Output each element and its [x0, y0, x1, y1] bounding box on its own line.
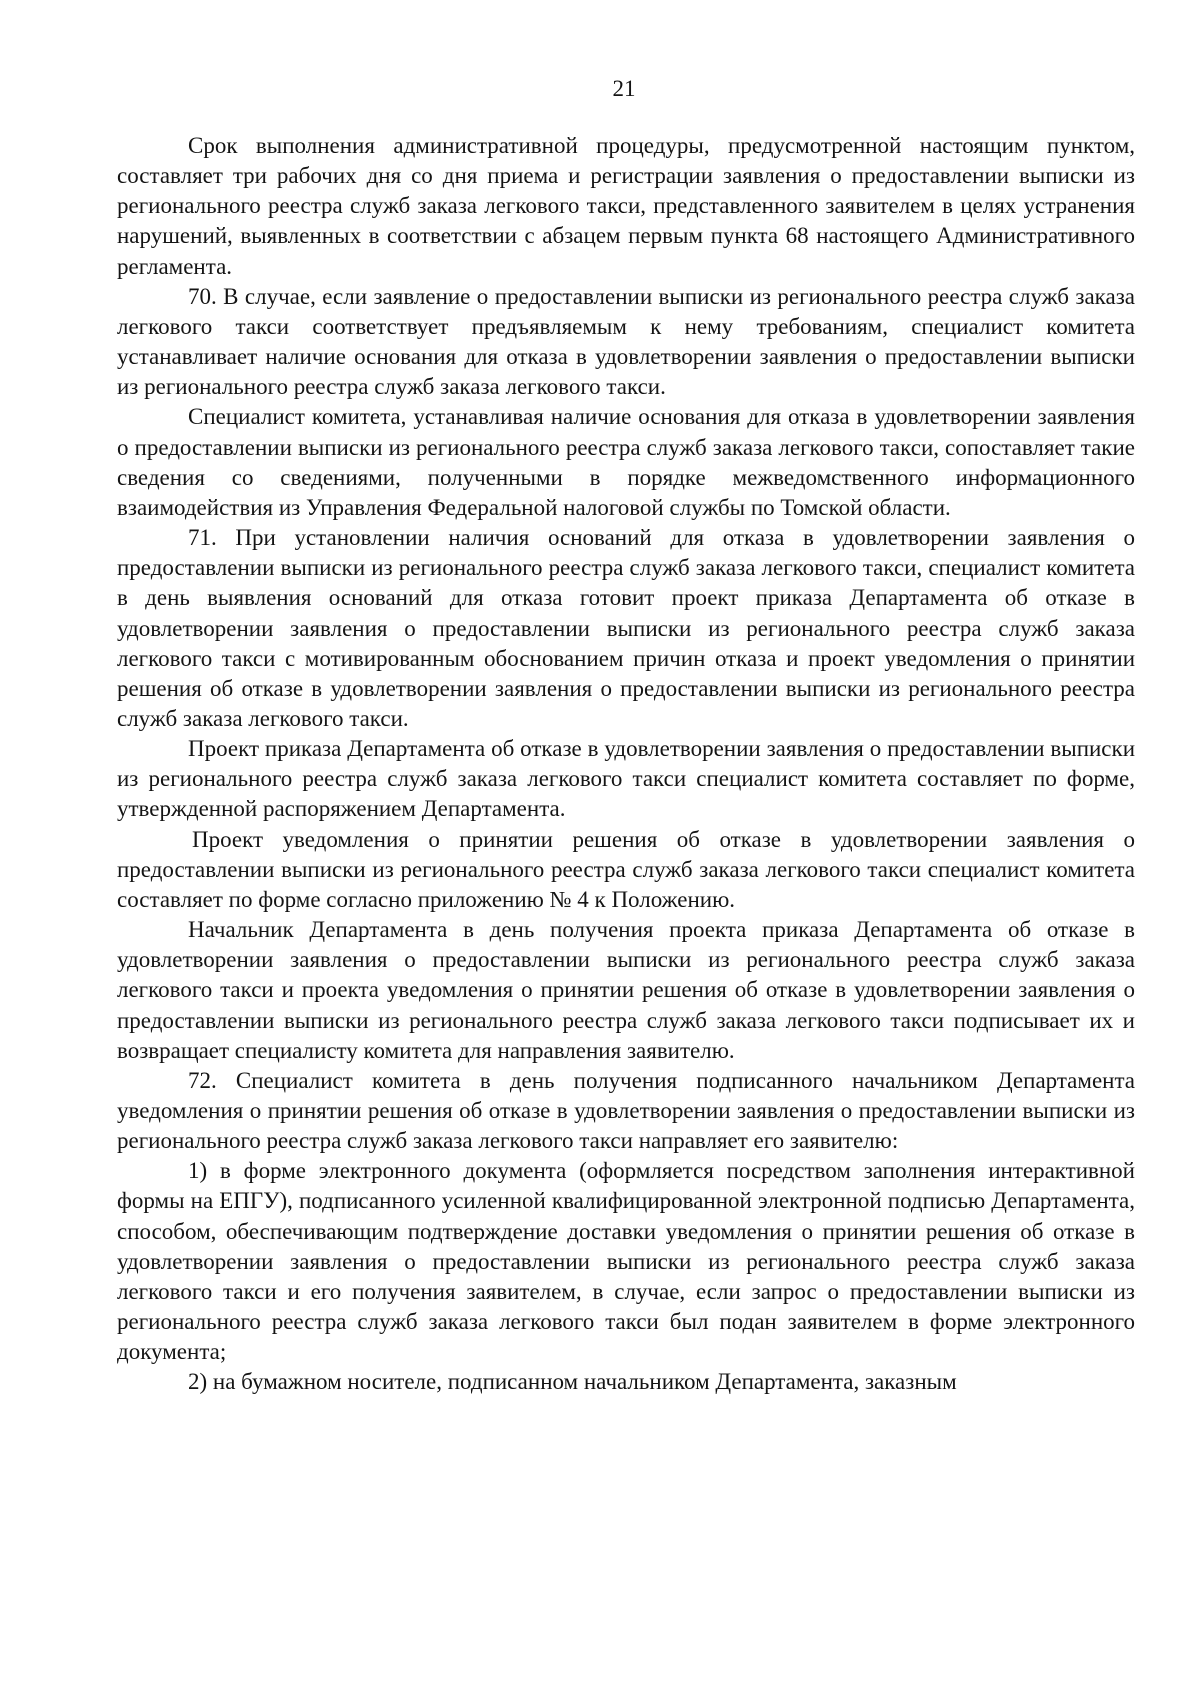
document-body	[117, 131, 1135, 1398]
list-item-1: 1) в форме электронного документа (оформляется посредством заполнения интерактивной формы на ЕПГУ), подписанного усиленной квалифицированной электронной подписью Департамента, способом, обеспечивающим подтверждение доставки уведомления о принятии решения об отказе в удовлетворении заявления о предоставлении выписки из регионального реестра служб заказа легкового такси и его получения заявителем, в случае, если запрос о предоставлении выписки из регионального реестра служб заказа легкового такси был подан заявителем в форме электронного документа;	[117, 1158, 1135, 1365]
paragraph-notice-draft: Проект уведомления о принятии решения об отказе в удовлетворении заявления о предоставлении выписки из регионального реестра служб заказа легкового такси специалист комитета составляет по форме согласно приложению № 4 к Положению.	[117, 826, 1135, 912]
paragraph-deadline: Срок выполнения административной процедуры, предусмотренной настоящим пунктом, составляет три рабочих дня со дня приема и регистрации заявления о предоставлении выписки из регионального реестра служб заказа легкового такси, представленного заявителем в целях устранения нарушений, выявленных в соответствии с абзацем первым пункта 68 настоящего Административного регламента.	[117, 133, 1135, 279]
paragraph-71: 71. При установлении наличия оснований для отказа в удовлетворении заявления о предоставлении выписки из регионального реестра служб заказа легкового такси, специалист комитета в день выявления оснований для отказа готовит проект приказа Департамента об отказе в удовлетворении заявления о предоставлении выписки из регионального реестра служб заказа легкового такси с мотивированным обоснованием причин отказа и проект уведомления о принятии решения об отказе в удовлетворении заявления о предоставлении выписки из регионального реестра служб заказа легкового такси.	[117, 525, 1135, 731]
paragraph-specialist-check: Специалист комитета, устанавливая наличие основания для отказа в удовлетворении заявления о предоставлении выписки из регионального реестра служб заказа легкового такси, сопоставляет такие сведения со сведениями, полученными в порядке межведомственного информационного взаимодействия из Управления Федеральной налоговой службы по Томской области.	[117, 404, 1135, 520]
list-item-2: 2) на бумажном носителе, подписанном начальником Департамента, заказным	[188, 1369, 957, 1395]
paragraph-72: 72. Специалист комитета в день получения подписанного начальником Департамента уведомления о принятии решения об отказе в удовлетворении заявления о предоставлении выписки из регионального реестра служб заказа легкового такси направляет его заявителю:	[117, 1067, 1135, 1154]
page-number: 21	[612, 76, 636, 101]
paragraph-70: 70. В случае, если заявление о предоставлении выписки из регионального реестра служб заказа легкового такси соответствует предъявляемым к нему требованиям, специалист комитета устанавливает наличие основания для отказа в удовлетворении заявления о предоставлении выписки из регионального реестра служб заказа легкового такси.	[117, 283, 1135, 400]
paragraph-order-draft: Проект приказа Департамента об отказе в удовлетворении заявления о предоставлении выписки из регионального реестра служб заказа легкового такси специалист комитета составляет по форме, утвержденной распоряжением Департамента.	[117, 736, 1135, 822]
paragraph-head-signs: Начальник Департамента в день получения проекта приказа Департамента об отказе в удовлетворении заявления о предоставлении выписки из регионального реестра служб заказа легкового такси и проекта уведомления о принятии решения об отказе в удовлетворении заявления о предоставлении выписки из регионального реестра служб заказа легкового такси подписывает их и возвращает специалисту комитета для направления заявителю.	[117, 917, 1135, 1063]
